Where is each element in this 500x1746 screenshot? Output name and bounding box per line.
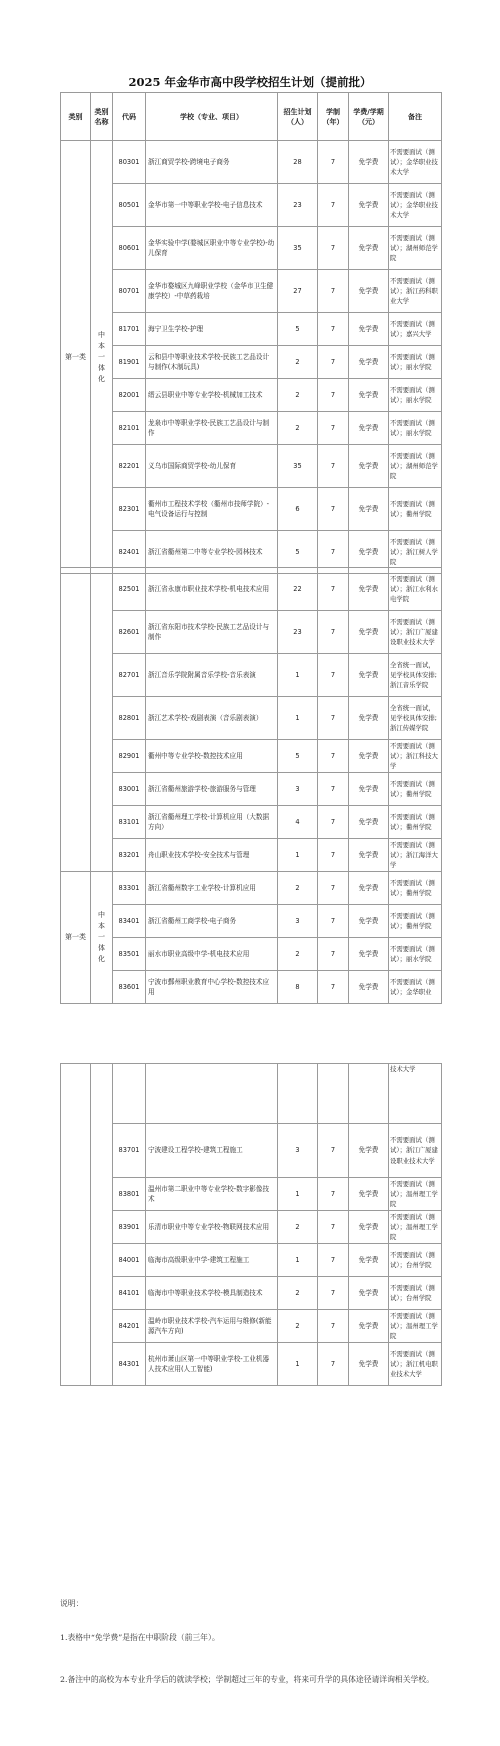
row-code: 80301 (113, 141, 146, 184)
row-fee: 免学费 (349, 905, 389, 938)
row-plan: 23 (278, 184, 318, 227)
row-fee: 免学费 (349, 412, 389, 445)
row-code: 84201 (113, 1310, 146, 1343)
table-row (61, 905, 442, 938)
row-plan: 1 (278, 1343, 318, 1386)
table-row (61, 740, 442, 773)
table-row (61, 488, 442, 531)
row-code: 82201 (113, 445, 146, 488)
row-note: 不需要面试（测试）；台州学院 (389, 1244, 442, 1277)
row-school: 浙江省东阳市技术学校-民族工艺品设计与制作 (146, 611, 278, 654)
row-school: 温州市第二职业中等专业学校-数字影像技术 (146, 1178, 278, 1211)
empty-cell (146, 1064, 278, 1124)
category-cell: 第一类 (61, 872, 91, 1004)
table-row (61, 1178, 442, 1211)
row-school: 衢州中等专业学校-数控技术应用 (146, 740, 278, 773)
row-plan: 22 (278, 568, 318, 611)
table-row (61, 872, 442, 905)
row-plan: 6 (278, 488, 318, 531)
row-note: 不需要面试（测试）；丽水学院 (389, 412, 442, 445)
row-plan: 27 (278, 270, 318, 313)
table-row (61, 1310, 442, 1343)
row-note: 不需要面试（测试）；浙江广厦建设职业技术大学 (389, 611, 442, 654)
notes-section (60, 1598, 450, 1684)
row-plan: 8 (278, 971, 318, 1004)
row-note: 不需要面试（测试）；衢州学院 (389, 872, 442, 905)
row-code: 83501 (113, 938, 146, 971)
table-row (61, 1277, 442, 1310)
row-plan: 1 (278, 697, 318, 740)
table-row (61, 270, 442, 313)
header-category-name: 类别名称 (91, 93, 113, 141)
row-note: 不需要面试（测试）；浙江树人学院 (389, 531, 442, 574)
row-plan: 2 (278, 379, 318, 412)
row-fee: 免学费 (349, 346, 389, 379)
row-years: 7 (318, 740, 349, 773)
empty-cell (349, 1064, 389, 1124)
row-plan: 35 (278, 445, 318, 488)
row-code: 81701 (113, 313, 146, 346)
category-cell (61, 568, 91, 872)
row-fee: 免学费 (349, 697, 389, 740)
row-school: 缙云县职业中等专业学校-机械加工技术 (146, 379, 278, 412)
row-fee: 免学费 (349, 740, 389, 773)
row-note: 不需要面试（测试）；金华职业技术大学 (389, 184, 442, 227)
row-fee: 免学费 (349, 1310, 389, 1343)
header-years: 学制（年） (318, 93, 349, 141)
row-note: 不需要面试（测试）；湖州师范学院 (389, 227, 442, 270)
category-cell: 第一类 (61, 141, 91, 574)
category-name-text: 中本一体化 (98, 911, 105, 963)
row-fee: 免学费 (349, 938, 389, 971)
row-code: 82501 (113, 568, 146, 611)
table-row (61, 1244, 442, 1277)
row-school: 浙江省衢州旅游学校-旅游服务与管理 (146, 773, 278, 806)
row-note: 不需要面试（测试）；浙江广厦建设职业技术大学 (389, 1124, 442, 1178)
row-note: 不需要面试（测试）；湖州师范学院 (389, 445, 442, 488)
row-school: 金华市婺城区九峰职业学校（金华市卫生健康学校）-中草药栽培 (146, 270, 278, 313)
table-row (61, 1211, 442, 1244)
page-title: 2025 年金华市高中段学校招生计划（提前批） (128, 75, 372, 89)
row-code: 84001 (113, 1244, 146, 1277)
row-note: 不需要面试（测试）；温州理工学院 (389, 1211, 442, 1244)
category-name-text: 中本一体化 (98, 330, 105, 383)
row-school: 金华实验中学(婺城区职业中等专业学校)-幼儿保育 (146, 227, 278, 270)
row-note: 不需要面试（测试）；浙江海洋大学 (389, 839, 442, 872)
row-note: 不需要面试（测试）；浙江机电职业技术大学 (389, 1343, 442, 1386)
row-years: 7 (318, 773, 349, 806)
row-note: 不需要面试（测试）；衢州学院 (389, 806, 442, 839)
row-code: 83301 (113, 872, 146, 905)
row-school: 舟山职业技术学校-安全技术与管理 (146, 839, 278, 872)
table-row (61, 227, 442, 270)
row-school: 浙江商贸学校-跨境电子商务 (146, 141, 278, 184)
row-note: 不需要面试（测试）；衢州学院 (389, 773, 442, 806)
empty-cell (318, 1064, 349, 1124)
row-fee: 免学费 (349, 1211, 389, 1244)
row-years: 7 (318, 971, 349, 1004)
row-years: 7 (318, 379, 349, 412)
row-plan: 2 (278, 412, 318, 445)
row-fee: 免学费 (349, 654, 389, 697)
row-school: 宁波建设工程学校-建筑工程施工 (146, 1124, 278, 1178)
row-years: 7 (318, 654, 349, 697)
table-row (61, 568, 442, 611)
row-school: 衢州市工程技术学校（衢州市技师学院）-电气设备运行与控制 (146, 488, 278, 531)
row-code: 83101 (113, 806, 146, 839)
category-name-cell (91, 872, 113, 1004)
row-fee: 免学费 (349, 1277, 389, 1310)
row-fee: 免学费 (349, 313, 389, 346)
enrollment-table-section-3 (60, 1063, 442, 1386)
row-note: 不需要面试（测试）；温州理工学院 (389, 1178, 442, 1211)
row-plan: 2 (278, 872, 318, 905)
row-years: 7 (318, 531, 349, 574)
row-years: 7 (318, 141, 349, 184)
row-plan: 2 (278, 1277, 318, 1310)
row-plan: 3 (278, 905, 318, 938)
row-code: 81901 (113, 346, 146, 379)
row-fee: 免学费 (349, 270, 389, 313)
row-note: 不需要面试（测试）；温州理工学院 (389, 1310, 442, 1343)
row-school: 龙泉市中等职业学校-民族工艺品设计与制作 (146, 412, 278, 445)
row-note: 不需要面试（测试）；浙江水利水电学院 (389, 568, 442, 611)
row-code: 82001 (113, 379, 146, 412)
empty-cell (113, 1064, 146, 1124)
row-fee: 免学费 (349, 1178, 389, 1211)
row-code: 84101 (113, 1277, 146, 1310)
table-row (61, 1124, 442, 1178)
row-years: 7 (318, 445, 349, 488)
row-years: 7 (318, 346, 349, 379)
enrollment-table-section-2 (60, 567, 442, 1004)
row-school: 宁波市鄞州职业教育中心学校-数控技术应用 (146, 971, 278, 1004)
row-code: 83701 (113, 1124, 146, 1178)
table-row (61, 654, 442, 697)
row-plan: 1 (278, 1244, 318, 1277)
row-note: 技术大学 (389, 1064, 442, 1124)
row-plan: 23 (278, 611, 318, 654)
row-note: 不需要面试（测试）；浙江药科职业大学 (389, 270, 442, 313)
header-plan: 招生计划（人） (278, 93, 318, 141)
row-note: 不需要面试（测试）；金华职业 (389, 971, 442, 1004)
table-row (61, 412, 442, 445)
table-row (61, 141, 442, 184)
table-row (61, 839, 442, 872)
row-note: 全省统一面试，见学校具体安排;浙江音乐学院 (389, 654, 442, 697)
row-code: 82901 (113, 740, 146, 773)
row-school: 温岭市职业技术学校-汽车运用与维修(新能源汽车方向) (146, 1310, 278, 1343)
table-row-continuation (61, 1064, 442, 1124)
row-fee: 免学费 (349, 184, 389, 227)
row-fee: 免学费 (349, 872, 389, 905)
row-note: 不需要面试（测试）；嘉兴大学 (389, 313, 442, 346)
row-plan: 5 (278, 740, 318, 773)
row-note: 不需要面试（测试）；丽水学院 (389, 379, 442, 412)
row-note: 不需要面试（测试）；衢州学院 (389, 905, 442, 938)
row-fee: 免学费 (349, 445, 389, 488)
category-name-cell (91, 141, 113, 574)
row-years: 7 (318, 905, 349, 938)
table-row (61, 806, 442, 839)
row-note: 不需要面试（测试）；浙江科技大学 (389, 740, 442, 773)
note-item-2: 2.备注中的高校为本专业升学后的就读学校；学制超过三年的专业，将来可升学的具体途径请详询相关学校。 (60, 1675, 434, 1684)
row-years: 7 (318, 872, 349, 905)
row-fee: 免学费 (349, 568, 389, 611)
table-row (61, 938, 442, 971)
row-plan: 3 (278, 1124, 318, 1178)
header-code: 代码 (113, 93, 146, 141)
row-plan: 5 (278, 531, 318, 574)
row-years: 7 (318, 1124, 349, 1178)
row-fee: 免学费 (349, 611, 389, 654)
row-note: 不需要面试（测试）；丽水学院 (389, 938, 442, 971)
enrollment-table-section-1 (60, 92, 442, 574)
row-fee: 免学费 (349, 839, 389, 872)
row-fee: 免学费 (349, 806, 389, 839)
category-name-cell (91, 568, 113, 872)
row-plan: 2 (278, 1211, 318, 1244)
row-years: 7 (318, 938, 349, 971)
table-row (61, 1343, 442, 1386)
row-code: 83801 (113, 1178, 146, 1211)
row-code: 80601 (113, 227, 146, 270)
row-years: 7 (318, 227, 349, 270)
row-years: 7 (318, 313, 349, 346)
row-code: 83901 (113, 1211, 146, 1244)
row-note: 不需要面试（测试）；衢州学院 (389, 488, 442, 531)
row-years: 7 (318, 568, 349, 611)
row-plan: 1 (278, 654, 318, 697)
row-school: 浙江省永康市职业技术学校-机电技术应用 (146, 568, 278, 611)
row-plan: 3 (278, 773, 318, 806)
row-plan: 2 (278, 346, 318, 379)
row-plan: 1 (278, 839, 318, 872)
row-code: 82601 (113, 611, 146, 654)
row-code: 82801 (113, 697, 146, 740)
row-years: 7 (318, 697, 349, 740)
table-row (61, 313, 442, 346)
row-fee: 免学费 (349, 488, 389, 531)
row-years: 7 (318, 184, 349, 227)
row-school: 浙江音乐学院附属音乐学校-音乐表演 (146, 654, 278, 697)
row-code: 83201 (113, 839, 146, 872)
row-years: 7 (318, 270, 349, 313)
table-row (61, 773, 442, 806)
row-code: 83001 (113, 773, 146, 806)
row-code: 82101 (113, 412, 146, 445)
row-fee: 免学费 (349, 1244, 389, 1277)
row-plan: 35 (278, 227, 318, 270)
row-years: 7 (318, 1310, 349, 1343)
row-code: 83401 (113, 905, 146, 938)
row-school: 浙江省衢州数字工业学校-计算机应用 (146, 872, 278, 905)
row-years: 7 (318, 611, 349, 654)
row-note: 不需要面试（测试）；台州学院 (389, 1277, 442, 1310)
header-note: 备注 (389, 93, 442, 141)
row-school: 海宁卫生学校-护理 (146, 313, 278, 346)
row-school: 浙江省衢州理工学校-计算机应用（大数据方向） (146, 806, 278, 839)
empty-cell (91, 1064, 113, 1386)
row-school: 杭州市萧山区第一中等职业学校-工业机器人技术应用(人工智能) (146, 1343, 278, 1386)
row-school: 浙江省衢州第二中等专业学校-园林技术 (146, 531, 278, 574)
table-row (61, 697, 442, 740)
row-school: 浙江省衢州工商学校-电子商务 (146, 905, 278, 938)
header-school: 学校（专业、项目） (146, 93, 278, 141)
empty-cell (278, 1064, 318, 1124)
row-plan: 4 (278, 806, 318, 839)
row-plan: 2 (278, 938, 318, 971)
header-category: 类别 (61, 93, 91, 141)
row-note: 不需要面试（测试）；丽水学院 (389, 346, 442, 379)
row-years: 7 (318, 1244, 349, 1277)
table-row (61, 611, 442, 654)
row-years: 7 (318, 839, 349, 872)
row-school: 金华市第一中等职业学校-电子信息技术 (146, 184, 278, 227)
row-years: 7 (318, 806, 349, 839)
row-plan: 2 (278, 1310, 318, 1343)
header-fee: 学费/学期（元） (349, 93, 389, 141)
row-fee: 免学费 (349, 971, 389, 1004)
note-item-1: 1.表格中“免学费”是指在中职阶段（前三年）。 (60, 1633, 220, 1642)
row-years: 7 (318, 488, 349, 531)
table-row (61, 379, 442, 412)
row-school: 乐清市职业中等专业学校-物联网技术应用 (146, 1211, 278, 1244)
row-fee: 免学费 (349, 141, 389, 184)
row-school: 临海市中等职业技术学校-模具制造技术 (146, 1277, 278, 1310)
row-code: 82701 (113, 654, 146, 697)
row-years: 7 (318, 1277, 349, 1310)
row-code: 82301 (113, 488, 146, 531)
row-fee: 免学费 (349, 1343, 389, 1386)
row-code: 84301 (113, 1343, 146, 1386)
row-plan: 1 (278, 1178, 318, 1211)
row-fee: 免学费 (349, 379, 389, 412)
table-row (61, 184, 442, 227)
row-note: 全省统一面试，见学校具体安排;浙江传媒学院 (389, 697, 442, 740)
row-years: 7 (318, 1211, 349, 1244)
row-plan: 28 (278, 141, 318, 184)
row-fee: 免学费 (349, 773, 389, 806)
row-years: 7 (318, 1178, 349, 1211)
row-school: 丽水市职业高级中学-机电技术应用 (146, 938, 278, 971)
row-school: 云和县中等职业技术学校-民族工艺品设计与制作(木制玩具) (146, 346, 278, 379)
table-row (61, 445, 442, 488)
row-fee: 免学费 (349, 1124, 389, 1178)
row-plan: 5 (278, 313, 318, 346)
row-code: 80701 (113, 270, 146, 313)
row-years: 7 (318, 1343, 349, 1386)
row-code: 83601 (113, 971, 146, 1004)
row-school: 浙江艺术学校-戏剧表演（音乐剧表演） (146, 697, 278, 740)
row-fee: 免学费 (349, 531, 389, 574)
row-code: 82401 (113, 531, 146, 574)
table-header-row (61, 93, 442, 141)
row-code: 80501 (113, 184, 146, 227)
table-row (61, 346, 442, 379)
row-years: 7 (318, 412, 349, 445)
row-fee: 免学费 (349, 227, 389, 270)
row-school: 义乌市国际商贸学校-幼儿保育 (146, 445, 278, 488)
row-school: 临海市高级职业中学-建筑工程施工 (146, 1244, 278, 1277)
empty-cell (61, 1064, 91, 1386)
table-row (61, 971, 442, 1004)
row-note: 不需要面试（测试）；金华职业技术大学 (389, 141, 442, 184)
notes-heading: 说明： (60, 1599, 84, 1608)
